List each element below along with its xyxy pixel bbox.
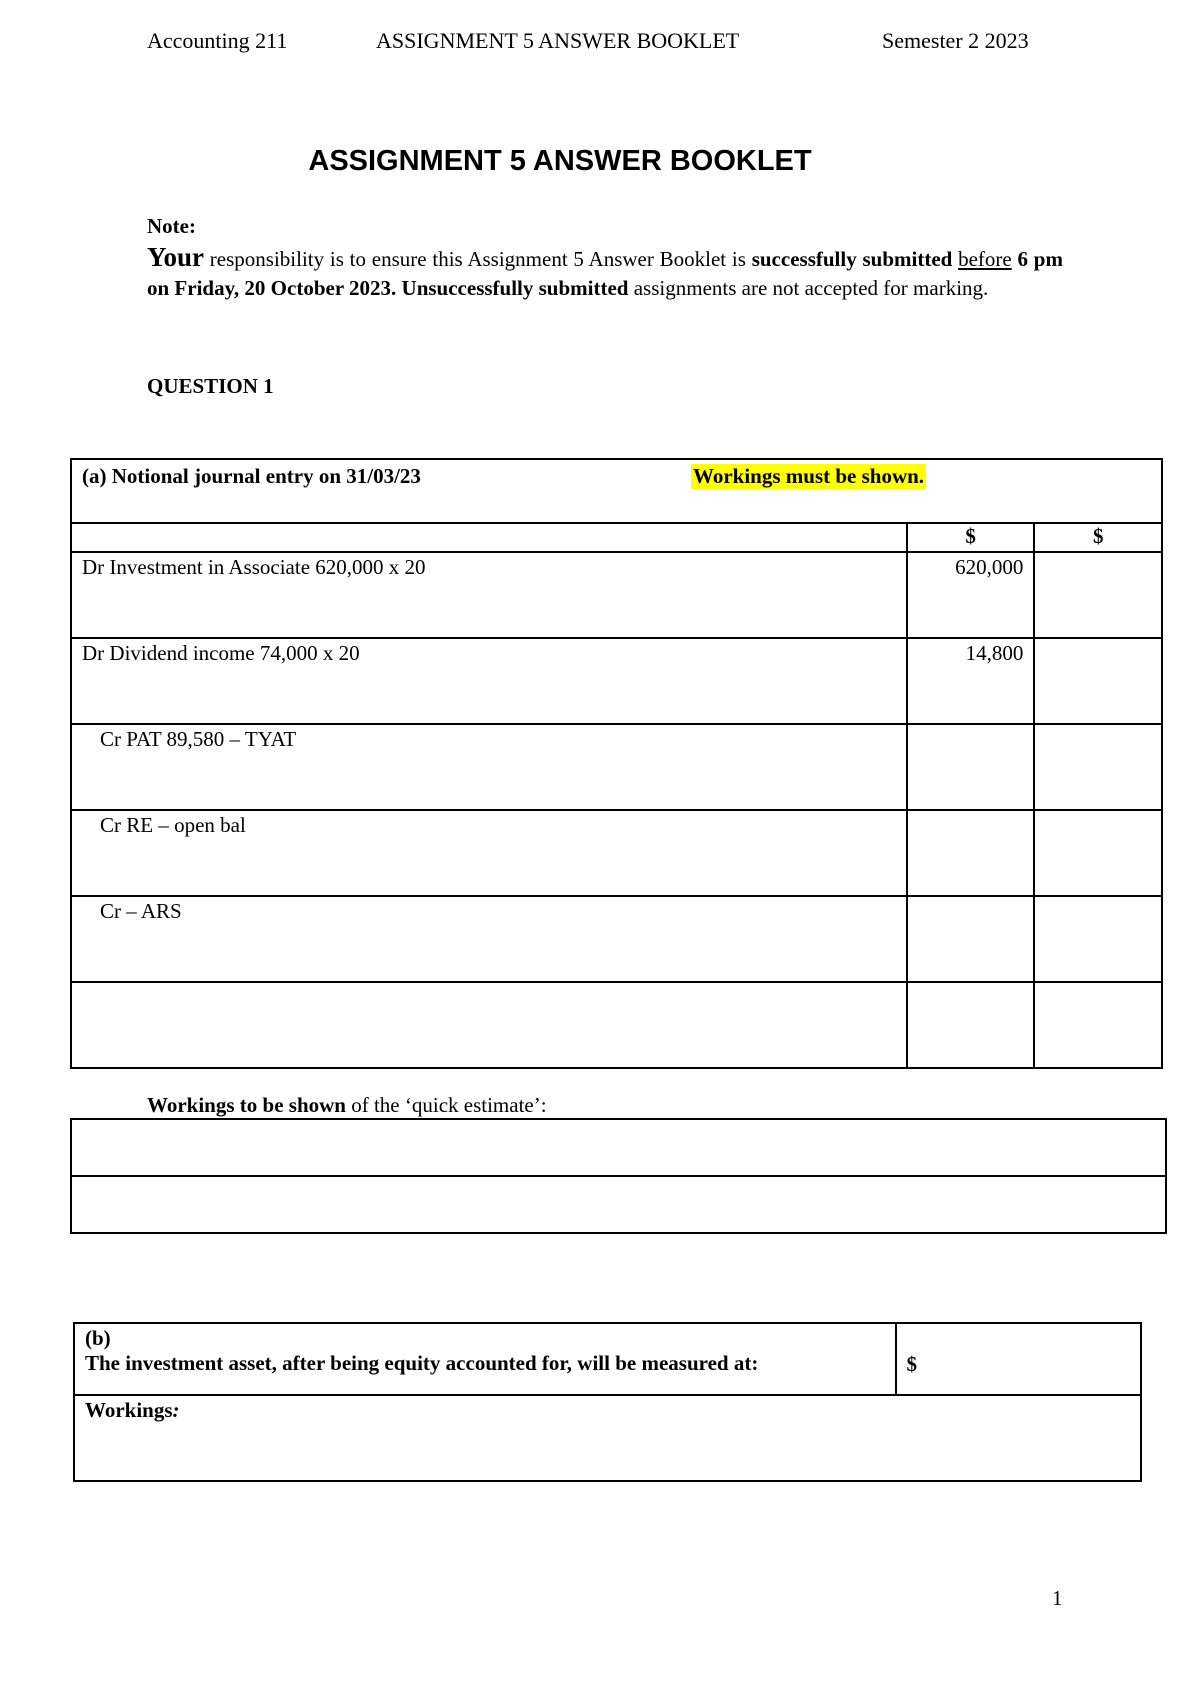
entry-description[interactable]: Cr – ARS: [71, 896, 907, 982]
credit-header: $: [1034, 523, 1162, 552]
entry-debit[interactable]: [907, 896, 1035, 982]
entry-credit[interactable]: [1034, 810, 1162, 896]
note-block: [147, 212, 1063, 303]
page-number: 1: [1052, 1586, 1063, 1610]
table-row: [71, 810, 1162, 896]
entry-credit[interactable]: [1034, 896, 1162, 982]
page-header: [0, 28, 1200, 58]
entry-description[interactable]: Cr PAT 89,580 – TYAT: [71, 724, 907, 810]
workings-row[interactable]: [71, 1176, 1166, 1233]
note-text-1: responsibility is to ensure this Assignment 5 Answer Booklet is: [204, 247, 752, 271]
entry-credit[interactable]: [1034, 982, 1162, 1068]
entry-credit[interactable]: [1034, 724, 1162, 810]
header-title: ASSIGNMENT 5 ANSWER BOOKLET: [376, 28, 740, 53]
note-unsuccessfully: Unsuccessfully submitted: [401, 276, 629, 300]
workings-row[interactable]: [71, 1119, 1166, 1176]
note-your: Your: [147, 242, 205, 272]
entry-description[interactable]: Cr RE – open bal: [71, 810, 907, 896]
workings-highlight: Workings must be shown.: [693, 464, 925, 488]
table-row: [71, 638, 1162, 724]
note-text: [147, 243, 1063, 303]
table-row: [71, 724, 1162, 810]
journal-title-cell: [71, 459, 1162, 523]
table-row: [71, 982, 1162, 1068]
workings-label-bold: Workings to be shown: [147, 1093, 346, 1117]
question-label: QUESTION 1: [147, 374, 274, 398]
entry-debit[interactable]: 620,000: [907, 552, 1035, 638]
entry-debit[interactable]: [907, 724, 1035, 810]
part-b-table: [73, 1322, 1142, 1482]
part-b-answer-cell[interactable]: [896, 1323, 1141, 1395]
workings-table: [70, 1118, 1167, 1234]
note-before: before: [958, 247, 1012, 271]
entry-description[interactable]: Dr Investment in Associate 620,000 x 20: [71, 552, 907, 638]
part-b-question: The investment asset, after being equity accounted for, will be measured at:: [85, 1351, 759, 1375]
workings-label-rest: of the ‘quick estimate’:: [345, 1093, 547, 1117]
part-b-label: (b): [85, 1326, 111, 1350]
part-b-workings-label: Workings: [85, 1398, 173, 1422]
journal-entry-table: [70, 458, 1163, 1069]
entry-debit[interactable]: 14,800: [907, 638, 1035, 724]
entry-debit[interactable]: [907, 810, 1035, 896]
header-course: Accounting 211: [147, 28, 288, 53]
table-row: [71, 896, 1162, 982]
note-successfully-submitted: successfully submitted: [751, 247, 953, 271]
entry-description[interactable]: Dr Dividend income 74,000 x 20: [71, 638, 907, 724]
note-label: Note:: [147, 214, 196, 238]
journal-header-blank: [71, 523, 907, 552]
part-b-workings-cell[interactable]: [74, 1395, 1141, 1481]
note-text-2: assignments are not accepted for marking.: [628, 276, 989, 300]
part-b-dollar: $: [906, 1352, 918, 1376]
entry-debit[interactable]: [907, 982, 1035, 1068]
page-title: ASSIGNMENT 5 ANSWER BOOKLET: [308, 145, 812, 177]
journal-title: (a) Notional journal entry on 31/03/23: [82, 464, 421, 488]
part-b-question-cell: [74, 1323, 896, 1395]
entry-description[interactable]: [71, 982, 907, 1068]
entry-credit[interactable]: [1034, 552, 1162, 638]
workings-label: [147, 1093, 547, 1118]
part-b-workings-colon: :: [172, 1398, 180, 1422]
header-semester: Semester 2 2023: [882, 28, 1029, 53]
entry-credit[interactable]: [1034, 638, 1162, 724]
debit-header: $: [907, 523, 1035, 552]
table-row: [71, 552, 1162, 638]
note-deadline: 6 pm on Friday, 20 October 2023.: [147, 247, 1063, 300]
